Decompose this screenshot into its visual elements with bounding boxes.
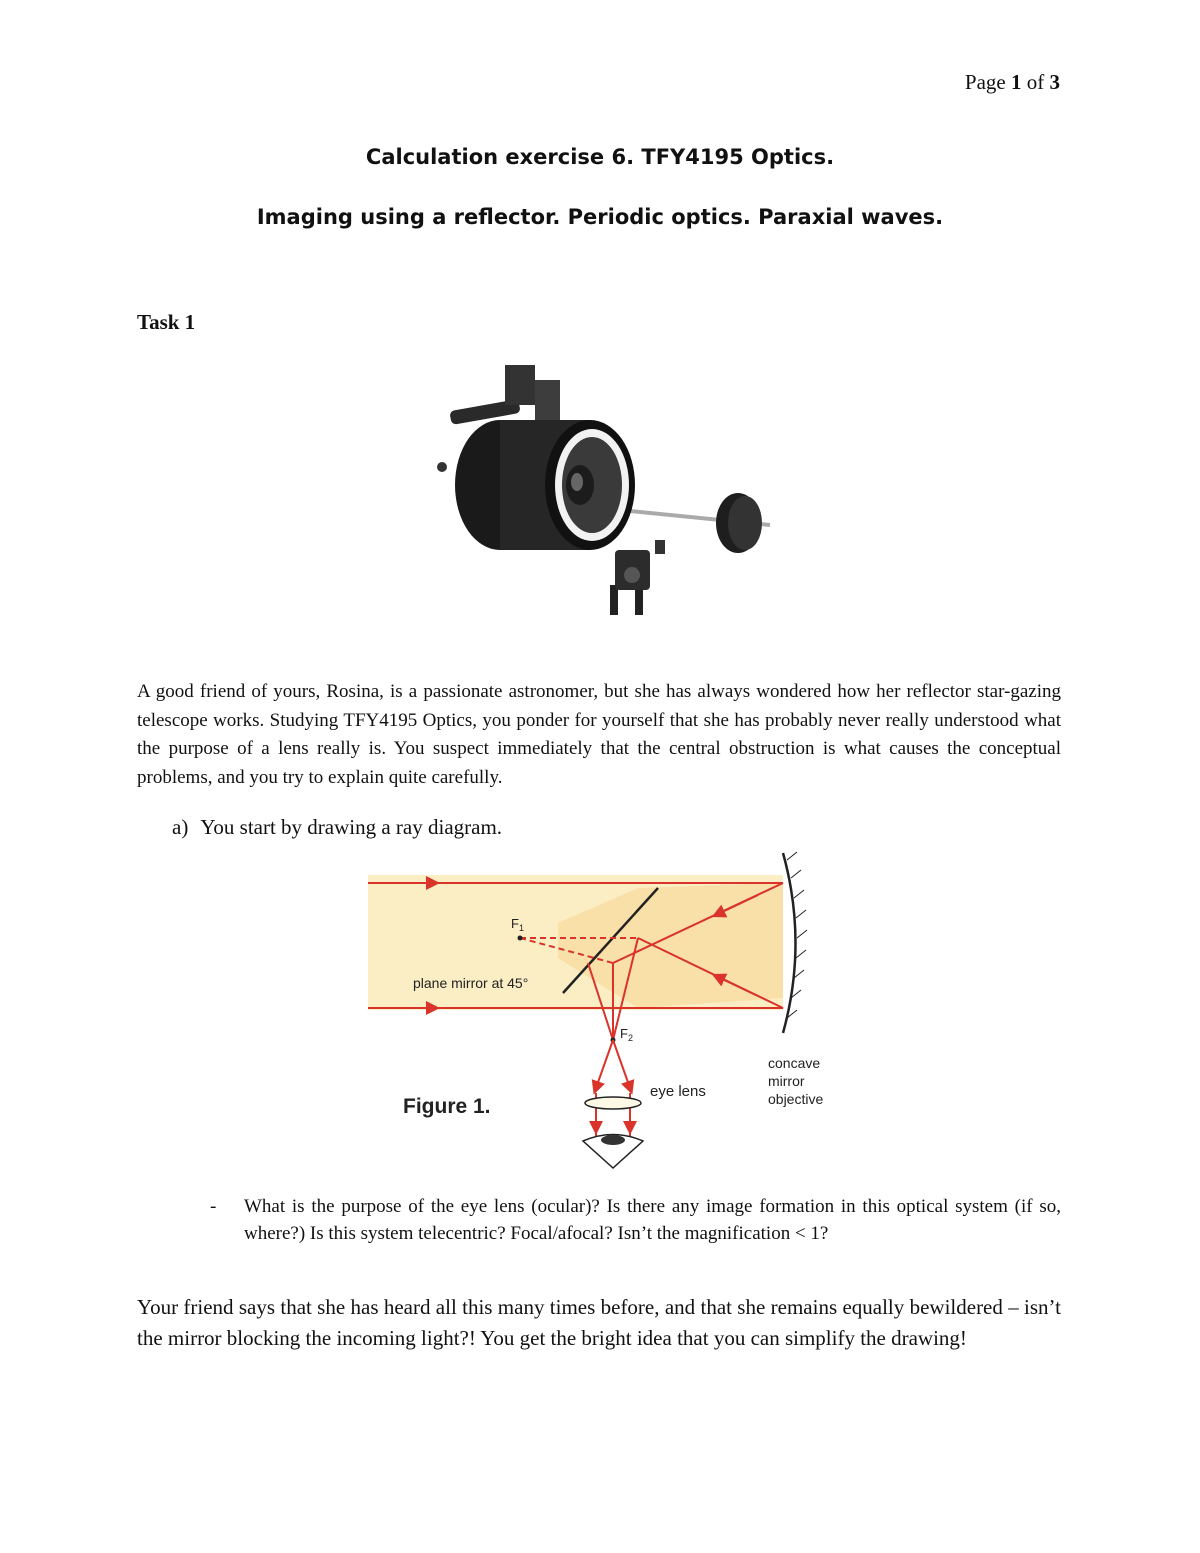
task-heading: Task 1	[137, 310, 196, 334]
plane-mirror-label: plane mirror at 45°	[413, 975, 529, 991]
bullet-question-text: What is the purpose of the eye lens (ocular)? Is there any image formation in this optical system (if so, where?) Is this system telecentric? Focal/afocal? Isn’t the magnification < 1?	[244, 1196, 1061, 1244]
question-a-label: a)	[172, 815, 189, 839]
document-title: Calculation exercise 6. TFY4195 Optics.	[365, 145, 835, 169]
question-a-text: You start by drawing a ray diagram.	[200, 815, 503, 839]
question-a	[172, 815, 502, 840]
telescope-photo	[420, 360, 780, 615]
concave-label-2: mirror	[768, 1073, 805, 1089]
page-number: Page 1 of 3	[964, 70, 1060, 94]
document-subtitle: Imaging using a reflector. Periodic optics. Paraxial waves.	[256, 205, 944, 229]
concave-label-3: objective	[768, 1091, 824, 1107]
bullet-dash: -	[210, 1196, 217, 1217]
task-intro-paragraph: A good friend of yours, Rosina, is a passionate astronomer, but she has always wondered how her reflector star-gazing telescope works. Studying TFY4195 Optics, you ponder for yourself that she has probably never really understood what the purpose of a lens really is. You suspect immediately that the central obstruction is what causes the conceptual problems, and you try to explain quite carefully.	[137, 681, 1061, 788]
svg-text:F1: $F_1$	[511, 916, 524, 933]
eye-lens-label: eye lens	[650, 1083, 706, 1100]
concave-label-1: concave	[768, 1055, 821, 1071]
figure-caption: Figure 1.	[403, 1095, 491, 1118]
ray-diagram-figure	[358, 848, 858, 1178]
followup-paragraph: Your friend says that she has heard all this many times before, and that she remains equally bewildered – isn’t the mirror blocking the incoming light?! You get the bright idea that you can simplify the drawing!	[137, 1295, 1061, 1350]
svg-text:F2: $F_2$	[620, 1026, 633, 1043]
